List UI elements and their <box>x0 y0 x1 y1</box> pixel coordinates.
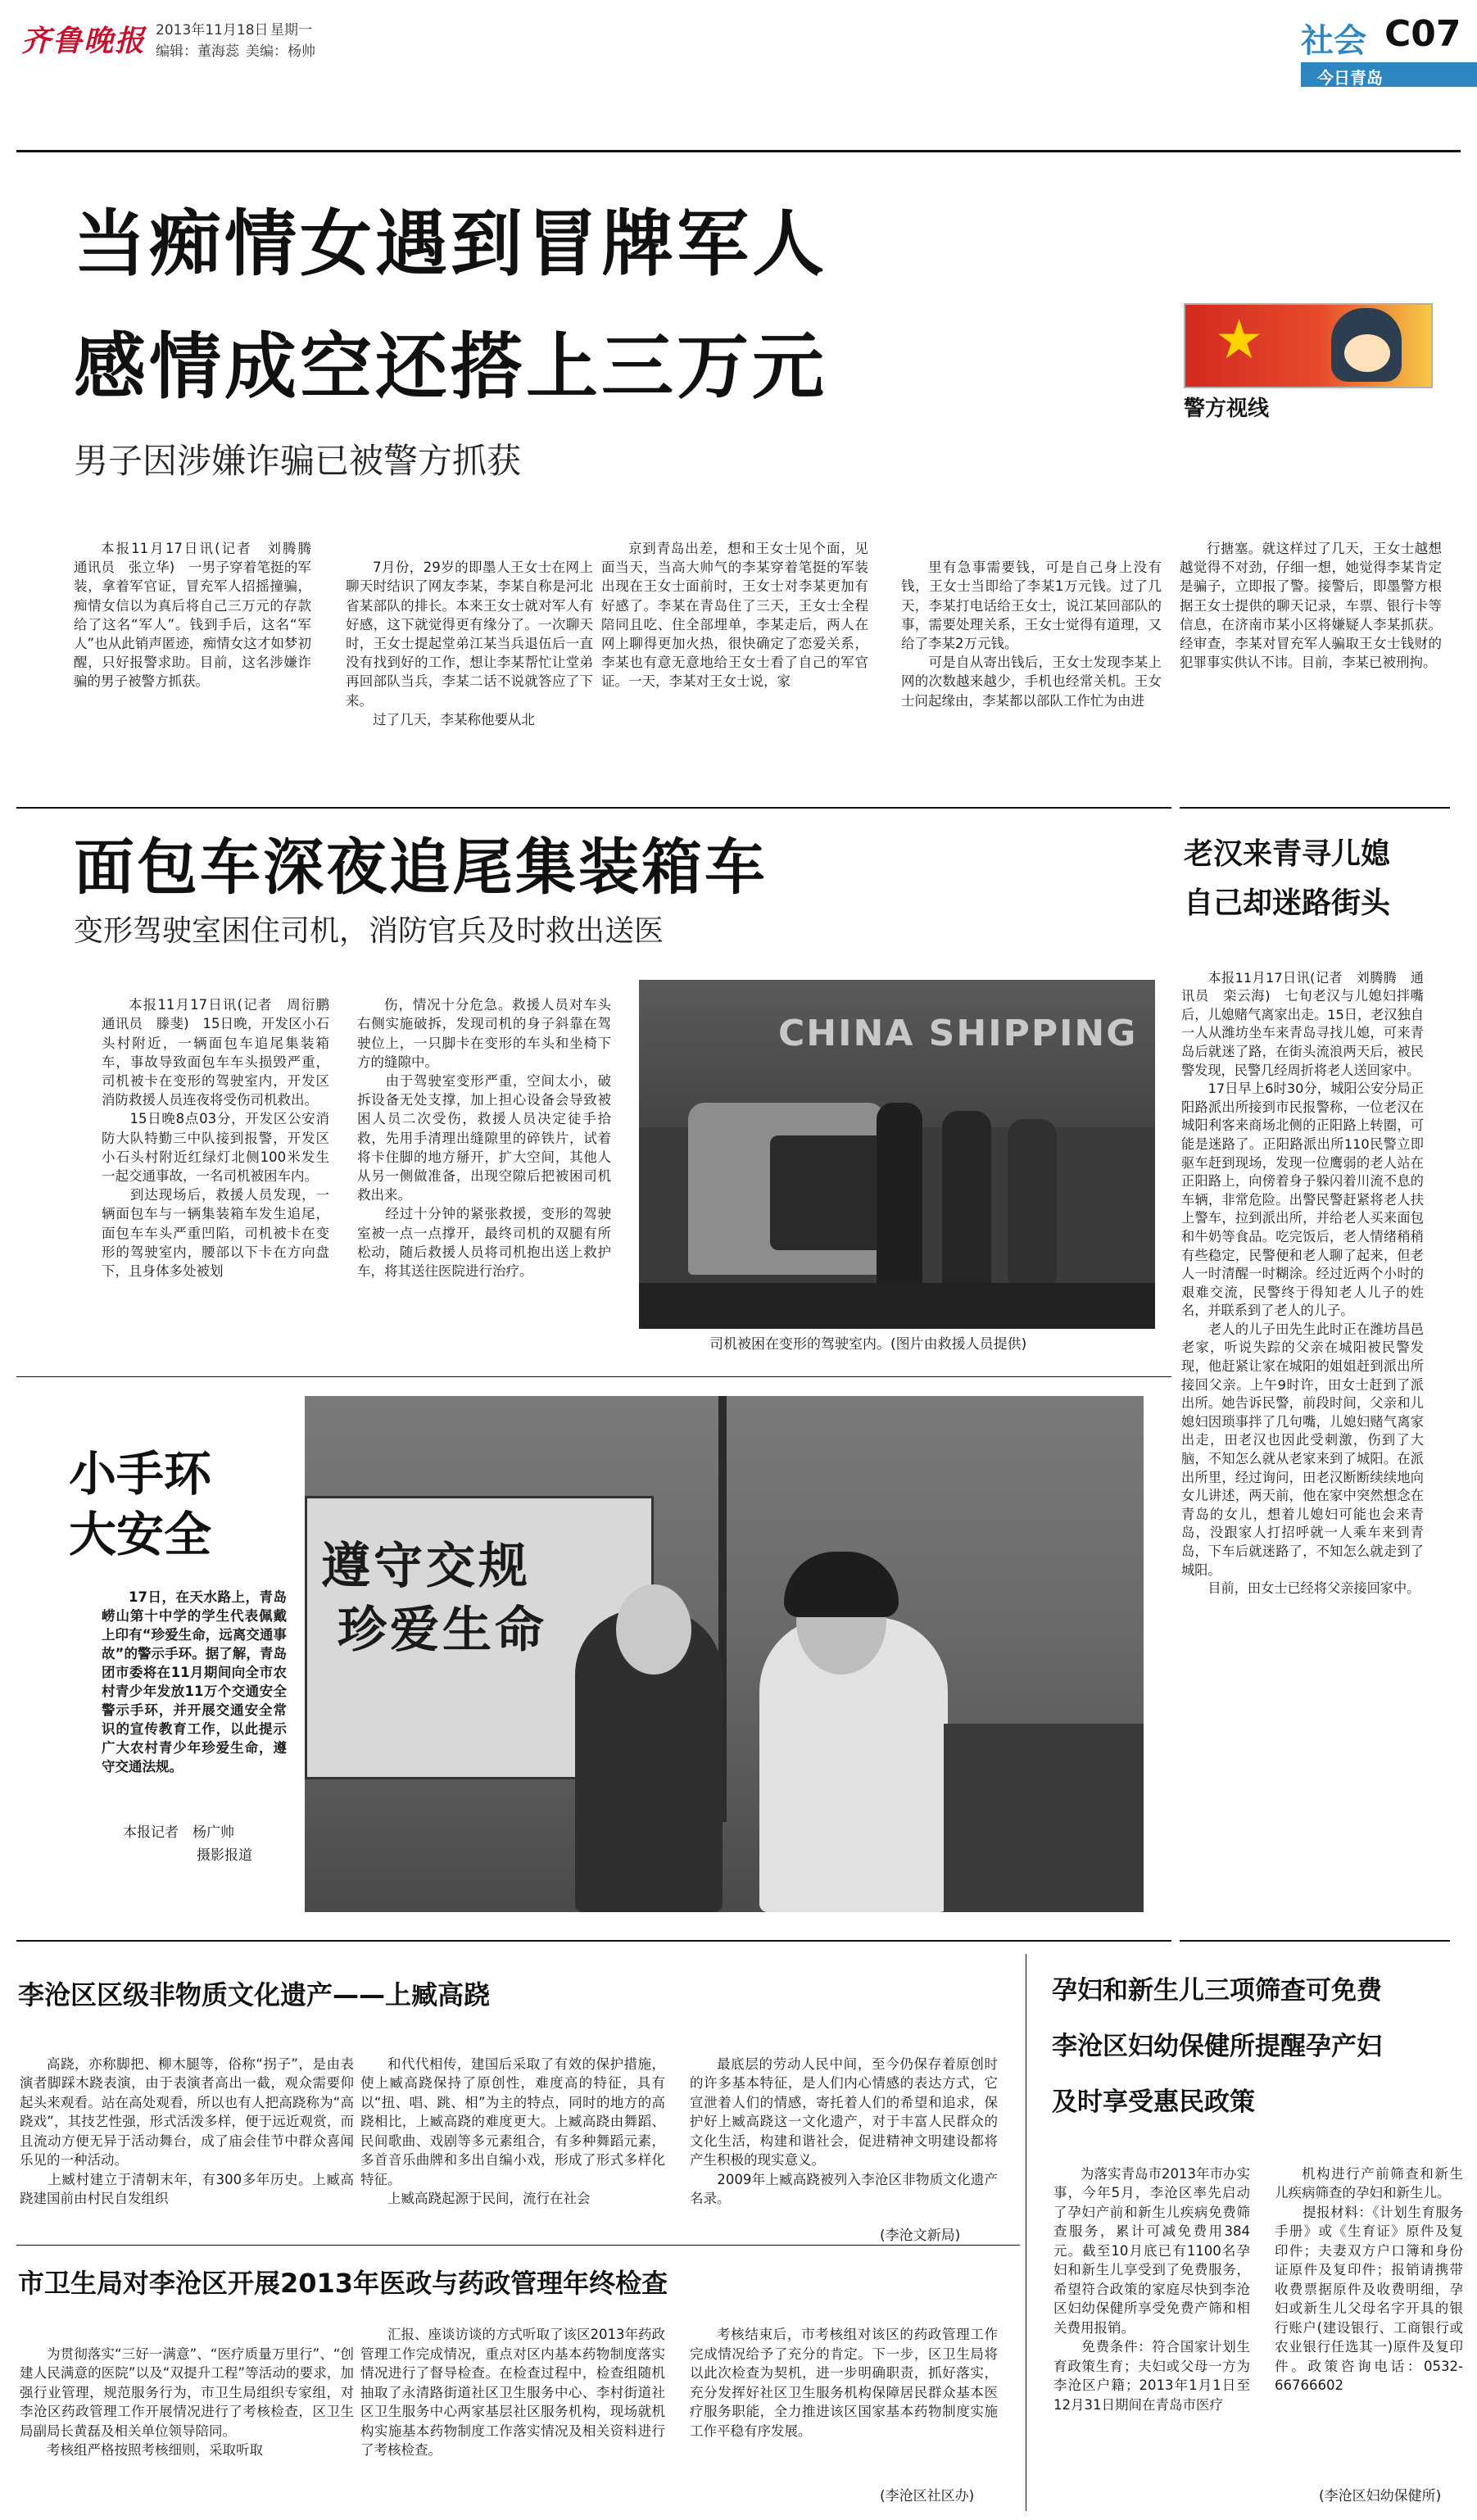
story1-bottom-rule-right <box>1180 807 1450 809</box>
police-mascot-face <box>1344 334 1390 372</box>
star-icon: ★ <box>1215 308 1264 371</box>
story1-col-1: 本报11月17日讯(记者 刘腾腾 通讯员 张立华) 一男子穿着笔挺的军装，拿着军官证，冒充军人招摇撞骗，痴情女信以为真后将自己三万元的存款给了这名“军人”。钱到手后，这名“军人”也从此销声匿迹，痴情女这才如梦初醒，只好报警求助。目前，这名涉嫌诈骗的男子被警方抓获。 <box>74 541 325 690</box>
story5-col-2: 和代代相传，建国后采取了有效的保护措施，使上臧高跷保持了原创性，难度高的特征，具有以“扭、唱、跳、相”为主的特点，同时的地方的高跷相比，上臧高跷的难度更大。上臧高跷由舞蹈、民间歌曲、戏剧等多元素组合，有多种舞蹈元素，多首音乐曲牌和多出自编小戏，形成了形式多样化特征。 上臧高跷起源于民间，流行在社会 <box>360 2055 665 2206</box>
masthead-rule <box>16 150 1461 152</box>
story1-col-3: 京到青岛出差，想和王女士见个面，见面当天，当高大帅气的李某穿着笔挺的军装出现在王女士面前时，王女士对李某更加有好感了。李某在青岛住了三天，王女士全程陪同且吃、住全部埋单，李某走后，两人在网上聊得更加火热，很快确定了恋爱关系，李某也有意无意地给王女士看了自己的军官证。一天，李某对王女士说，家 <box>601 541 868 690</box>
story7-headline-2: 李沧区妇幼保健所提醒孕产妇 <box>1052 2032 1382 2061</box>
student-right-hair <box>784 1552 899 1617</box>
story2-col-1: 本报11月17日讯(记者 周衍鹏 通讯员 滕斐) 15日晚，开发区小石头村附近，一辆面包车追尾集装箱车，事故导致面包车车头损毁严重，司机被卡在变形的驾驶室内，开发区消防救援人员连夜将受伤司机救出。 15日晚8点03分，开发区公安消防大队特勤三中队接到报警，开发区小石头村附近红绿灯北侧100米发生一起交通事故，一名司机被困车内。 到达现场后，救援人员发现，一辆面包车与一辆集装箱车发生追尾，面包车车头严重凹陷，司机被卡在变形的驾驶室内，腰部以下卡在方向盘下，且身体多处被划 <box>102 997 329 1280</box>
accident-photo <box>639 980 1155 1329</box>
story5-col-3: 最底层的劳动人民中间，至今仍保存着原创时的许多基本特征，是人们内心情感的表达方式，它宣泄着人们的情感，寄托着人们的希望和追求，保护好上臧高跷这一文化遗产，对于丰富人民群众的文化生活，构建和谐社会，促进精神文明建设都将产生积极的现实意义。 2009年上臧高跷被列入李沧区非物质文化遗产名录。 <box>690 2055 998 2206</box>
container-label: CHINA SHIPPING <box>778 1013 1138 1054</box>
student-left-face <box>616 1584 691 1675</box>
newspaper-logo: 齐鲁晚报 <box>21 24 147 58</box>
story7-headline-3: 及时享受惠民政策 <box>1052 2087 1255 2117</box>
story6-credit: (李沧区社区办) <box>880 2488 975 2504</box>
story2-bottom-rule <box>16 1376 1171 1377</box>
story6-col-3: 考核结束后，市考核组对该区的药政管理工作完成情况给予了充分的肯定。下一步，区卫生局将以此次检查为契机，进一步明确职责，抓好落实，充分发挥好社区卫生服务机构保障居民群众基本医疗服务职能，全力推进该区国家基本药物制度实施工作平稳有序发展。 <box>690 2327 998 2439</box>
billboard-text-1: 遵守交规 <box>321 1538 531 1595</box>
subsection-label: 今日青岛 <box>1317 68 1383 88</box>
story6-headline: 市卫生局对李沧区开展2013年医政与药政管理年终检查 <box>18 2268 668 2299</box>
story1-col-2: 7月份，29岁的即墨人王女士在网上聊天时结识了网友李某，李某自称是河北省某部队的排长。本来王女士就对军人有好感，这下就觉得更有缘分了。一次聊天时，王女士提起堂弟江某当兵退伍后一直没有找到好的工作，想让李某帮忙让堂弟再回部队当兵，李某二话不说就答应了下来。 过了几天，李某称他要从北 <box>346 560 593 727</box>
subsection-banner <box>1301 62 1477 87</box>
billboard-text-2: 珍爱生命 <box>338 1602 547 1659</box>
story5-6-divider <box>16 2245 1020 2246</box>
story4-credit-2: 摄影报道 <box>197 1847 252 1864</box>
story2-subhead: 变形驾驶室困住司机，消防官兵及时救出送医 <box>74 914 664 948</box>
story5-headline: 李沧区区级非物质文化遗产——上臧高跷 <box>18 1979 491 2010</box>
story7-credit: (李沧区妇幼保健所) <box>1319 2488 1442 2504</box>
story4-credit-1: 本报记者 杨广帅 <box>123 1824 234 1841</box>
header-editor: 编辑：董海蕊 <box>156 43 239 60</box>
story1-headline-2: 感情成空还搭上三万元 <box>74 324 828 409</box>
story3-bottom-rule <box>1180 1940 1450 1942</box>
story2-headline: 面包车深夜追尾集装箱车 <box>74 832 768 903</box>
story5-credit: (李沧文新局) <box>880 2228 961 2244</box>
story4-bottom-rule <box>16 1940 1171 1942</box>
story5-col-1: 高跷，亦称脚把、柳木腿等，俗称“拐子”，是由表演者脚踩木跷表演，由于表演者高出一截，观众需要仰起头来观看。站在高处观看，所以也有人把高跷称为“高跷戏”，其技艺性强，形式活泼多样，便于远近观赏，而且流动方便无异于活动舞台，成了庙会佳节中群众喜闻乐见的一种活动。 上臧村建立于清朝末年，有300多年历史。上臧高跷建国前由村民自发组织 <box>20 2055 354 2206</box>
rescuer-3 <box>1008 1119 1057 1283</box>
story6-col-2: 汇报、座谈访谈的方式听取了该区2013年药政管理工作完成情况，重点对区内基本药物制度落实情况进行了督导检查。在检查过程中，检查组随机抽取了永清路街道社区卫生服务中心、李村街道社区卫生服务中心两家基层社区服务机构，现场就机构实施基本药物制度工作落实情况及相关资料进行了考核检查。 <box>360 2327 665 2458</box>
story4-headline-1: 小手环 <box>69 1446 212 1502</box>
story6-col-1: 为贯彻落实“三好一满意”、“医疗质量万里行”、“创建人民满意的医院”以及“双提升工程”等活动的要求，加强行业管理，规范服务行为，市卫生局组织专家组，对李沧区药政管理工作开展情况进行了考核检查，区卫生局副局长黄磊及相关单位领导陪同。 考核组严格按照考核细则，采取听取 <box>20 2346 354 2458</box>
accident-photo-caption: 司机被困在变形的驾驶室内。(图片由救援人员提供) <box>709 1336 1027 1353</box>
rescuer-1 <box>877 1103 922 1291</box>
story1-bottom-rule <box>16 807 1171 809</box>
story4-headline-2: 大安全 <box>69 1507 212 1562</box>
ground <box>639 1283 1155 1329</box>
rescuer-2 <box>942 1111 991 1291</box>
story1-col-5: 行搪塞。就这样过了几天，王女士越想越觉得不对劲，仔细一想，她觉得李某肯定是骗子，立即报了警。接警后，即墨警方根据王女士提供的聊天记录，车票、银行卡等信息，在济南市某小区将嫌疑人李某抓获。经审查，李某对冒充军人骗取王女士钱财的犯罪事实供认不讳。目前，李某已被刑拘。 <box>1180 541 1442 671</box>
wristband-photo <box>305 1396 1144 1912</box>
page-number: C07 <box>1384 13 1461 55</box>
story1-headline-1: 当痴情女遇到冒牌军人 <box>74 202 828 286</box>
police-column-badge <box>1184 303 1429 426</box>
header-designer: 美编：杨帅 <box>246 43 315 60</box>
story7-headline-1: 孕妇和新生儿三项筛查可免费 <box>1052 1976 1382 2006</box>
story1-subhead: 男子因涉嫌诈骗已被警方抓获 <box>74 441 522 481</box>
header-weekday: 星期一 <box>270 22 312 39</box>
badge-label: 警方视线 <box>1184 397 1270 421</box>
road <box>944 1724 1144 1912</box>
story3-body: 本报11月17日讯(记者 刘腾腾 通讯员 栾云海) 七旬老汉与儿媳妇拌嘴后，儿媳赌气离家出走。15日，老汉独自一人从潍坊坐车来青岛寻找儿媳，可来青岛后就迷了路，在街头流浪两天后，被民警发现，民警几经周折将老人送回家中。 17日早上6时30分，城阳公安分局正阳路派出所接到市民报警称，一位老汉在城阳利客来商场北侧的正阳路上转圈，可能是迷路了。正阳路派出所110民警立即驱车赶到现场，发现一位鹰弱的老人站在正阳路上，向傍着身子躲闪着川流不息的车辆，非常危险。出警民警赶紧将老人扶上警车，拉到派出所，并给老人买来面包和牛奶等食品。吃完饭后，老人情绪稍稍有些稳定，民警便和老人聊了起来，但老人一时清醒一时糊涂。经过近两个小时的艰难交流，民警终于得知老人儿子的姓名，并联系到了老人的儿子。 老人的儿子田先生此时正在潍坊昌邑老家，听说失踪的父亲在城阳被民警发现，他赶紧让家在城阳的姐姐赶到派出所接回父亲。上午9时许，田女士赶到了派出所。她告诉民警，前段时间，父亲和儿媳妇因琐事拌了几句嘴，儿媳妇赌气离家出走，田老汉也因此受刺激，伤到了大脑，不知怎么就从老家来到了城阳。在派出所里，经过询问，田老汉断断续续地向女儿讲述，两天前，他在家中突然想念在青岛的女儿，想着儿媳妇可能也会来青岛，没跟家人打招呼就一人乘车来到青岛，下车后就迷路了，不知怎么就走到了城阳。 目前，田女士已经将父亲接回家中。 <box>1181 969 1424 1597</box>
story1-col-4: 里有急事需要钱，可是自己身上没有钱，王女士当即给了李某1万元钱。过了几天，李某打电话给王女士，说江某回部队的事，需要处理关系，王女士觉得有道理，又给了李某2万元钱。 可是自从寄出钱后，王女士发现李某上网的次数越来越少，手机也经常关机。王女士问起缘由，李某都以部队工作忙为由进 <box>901 560 1162 709</box>
story7-col-2: 机构进行产前筛查和新生儿疾病筛查的孕妇和新生儿。 提报材料：《计划生育服务手册》或《生育证》原件及复印件；夫妻双方户口簿和身份证原件及复印件；报销请携带收费票据原件及收费明细，孕妇或新生儿父母名字开具的银行账户(建设银行、工商银行或农业银行任选其一)原件及复印件。政策咨询电话：0532-66766602 <box>1275 2165 1463 2393</box>
section-label: 社会 <box>1301 22 1366 60</box>
story2-col-2: 伤，情况十分危急。救援人员对车头右侧实施破拆，发现司机的身子斜靠在驾驶位上，一只脚卡在变形的车头和坐椅下方的缝隙中。 由于驾驶室变形严重，空间太小，破拆设备无处支撑，加上担心设备会导致被困人员二次受伤，救援人员决定徒手拾救，先用手清理出缝隙里的碎铁片，试着将卡住脚的地方掰开，扩大空间，其他人从另一侧做准备，出现空隙后把被困司机救出来。 经过十分钟的紧张救援，变形的驾驶室被一点一点撑开，最终司机的双腿有所松动，随后救援人员将司机抱出送上救护车，将其送往医院进行治疗。 <box>357 997 611 1280</box>
header-date: 2013年11月18日 <box>156 22 269 39</box>
masthead <box>0 0 1477 88</box>
story3-headline-2: 自己却迷路街头 <box>1184 886 1391 920</box>
story4-body: 17日，在天水路上，青岛崂山第十中学的学生代表佩戴上印有“珍爱生命，远离交通事故”的警示手环。据了解，青岛团市委将在11月期间向全市农村青少年发放11万个交通安全警示手环，并开展交通安全常识的宣传教育工作，以此提示广大农村青少年珍爱生命，遵守交通法规。 <box>102 1589 287 1774</box>
story7-col-1: 为落实青岛市2013年市办实事，今年5月，李沧区率先启动了孕妇产前和新生儿疾病免费筛查服务，累计可减免费用384元。截至10月底已有1100名孕妇和新生儿享受到了免费服务，希望符合政策的家庭尽快到李沧区妇幼保健所享受免费产筛和相关费用报销。 免费条件：符合国家计划生育政策生育；夫妇或父母一方为李沧区户籍；2013年1月1日至12月31日期间在青岛市医疗 <box>1053 2165 1250 2413</box>
story3-headline-1: 老汉来青寻儿媳 <box>1184 837 1391 871</box>
